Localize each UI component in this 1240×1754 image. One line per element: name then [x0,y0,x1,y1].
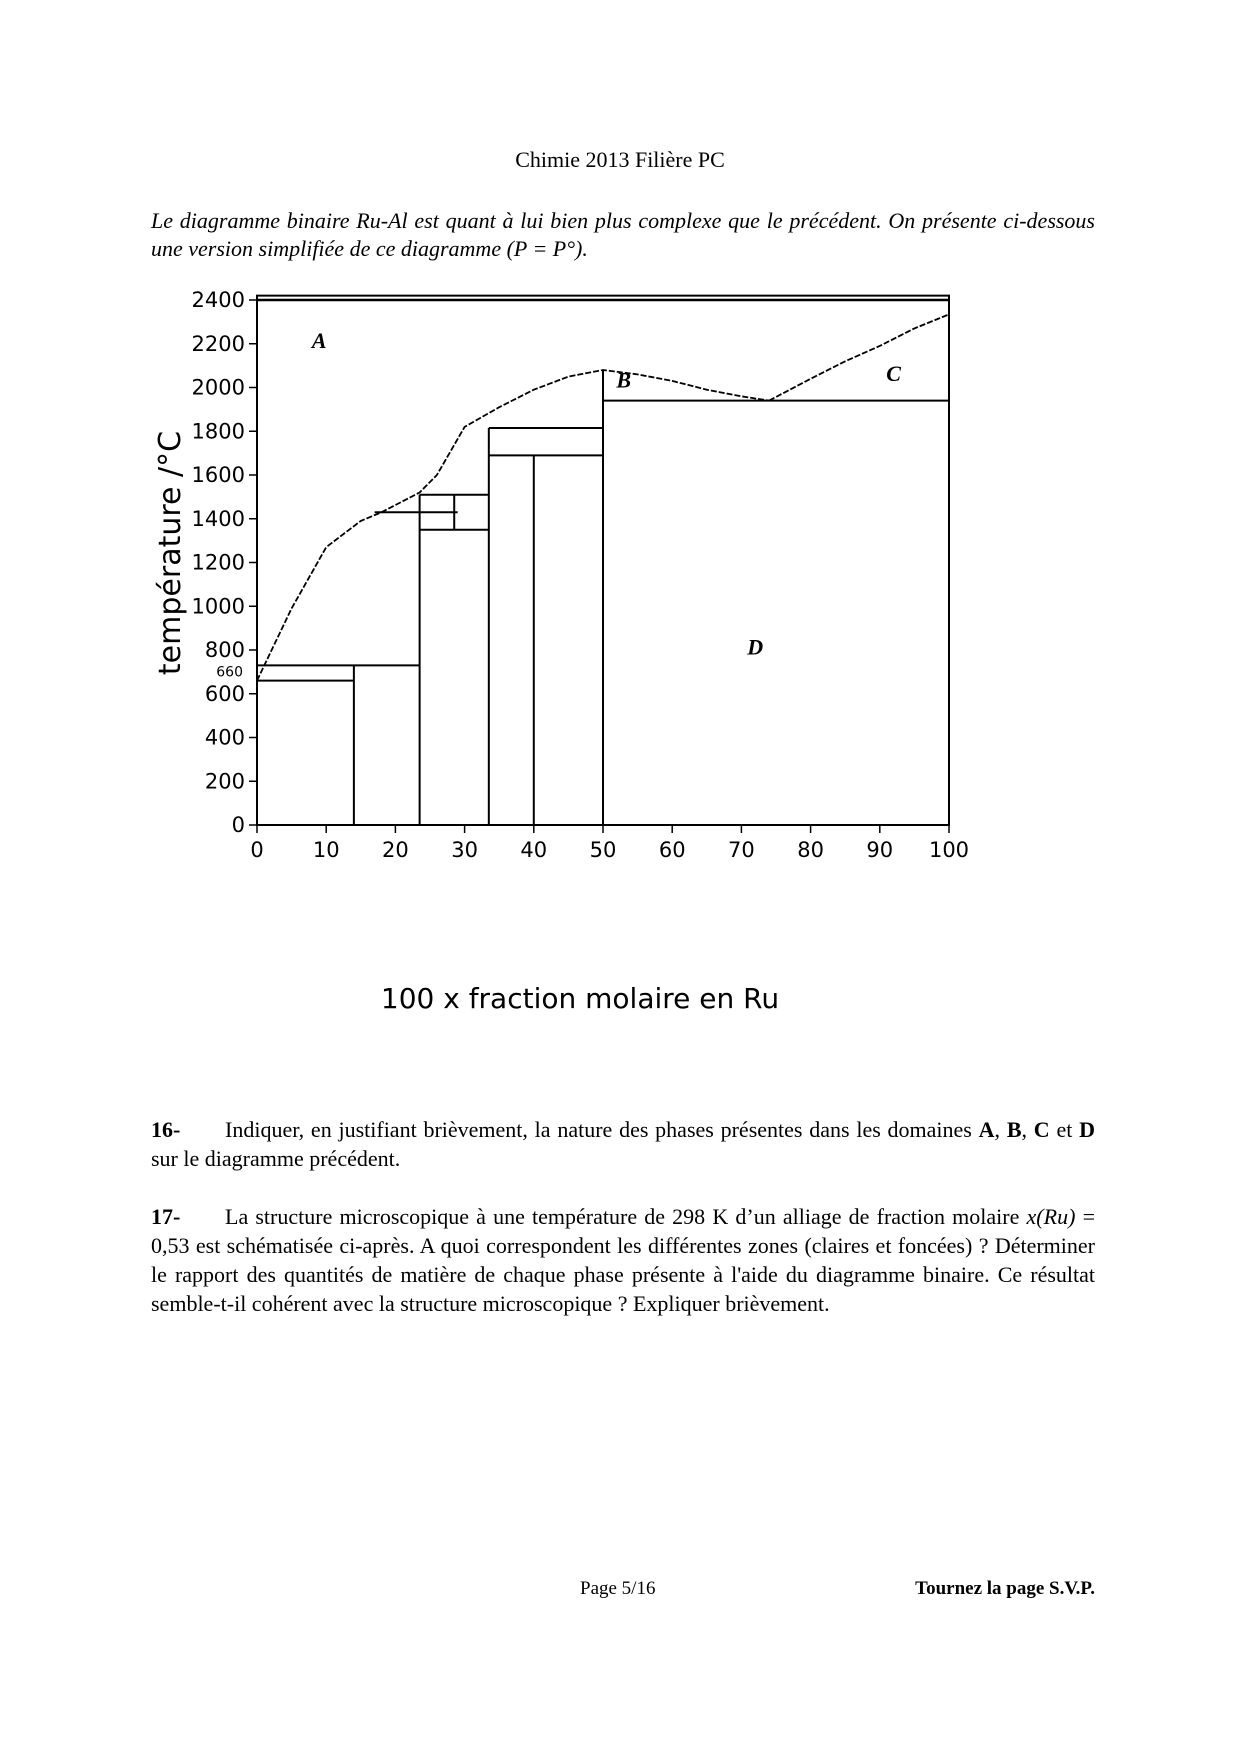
x-tick-label: 30 [451,838,478,862]
question-16-run: et [1049,1117,1080,1142]
x-axis-label: 100 x fraction molaire en Ru [380,982,780,1015]
question-17-run: La structure microscopique à une température de 298 K d’un alliage de fraction molaire [225,1204,1027,1229]
region-label-b: B [616,367,632,393]
question-16-run: A [978,1117,995,1142]
question-16-run: C [1033,1117,1050,1142]
x-tick-label: 90 [866,838,894,862]
y-tick-label: 400 [204,725,245,750]
liquidus-curve [257,367,769,681]
intro-paragraph: Le diagramme binaire Ru-Al est quant à lui bien plus complexe que le précédent. On présente ci-dessous une version simplifiée de ce diagramme (P = P°). [151,208,1095,261]
y-tick-label: 1600 [191,463,245,487]
x-tick-label: 10 [312,838,340,862]
question-16-run: Indiquer, en justifiant brièvement, la nature des phases présentes dans les domaines [225,1117,979,1142]
question-17-run: = 0,53 est schématisée ci-après. A quoi correspondent les différentes zones (claires et foncées) ? Déterminer le rapport des quantités de matière de chaque phase présente à l'aide du diagramme binaire. Ce résultat semble-t-il cohérent avec la structure microscopique ? Expliquer brièvement. [151,1204,1095,1316]
phase-diagram [140,290,1100,1030]
question-16-text [151,1117,1095,1171]
question-17-run: x(Ru) [1026,1204,1076,1229]
x-tick-label: 40 [520,838,548,862]
annotation-660: 660 [216,664,243,681]
question-16 [151,1115,1095,1173]
question-17 [151,1202,1095,1318]
question-17-number: 17- [151,1204,181,1229]
y-tick-label: 2400 [191,290,245,312]
x-tick-label: 70 [728,838,755,862]
x-tick-label: 100 [928,838,970,862]
y-axis-label: température /°C [153,430,188,676]
x-tick-label: 20 [382,838,409,862]
y-tick-label: 1000 [191,594,245,619]
y-tick-label: 0 [231,813,245,837]
region-label-c: C [886,360,901,386]
x-tick-label: 60 [658,838,686,862]
y-tick-label: 1200 [191,550,245,575]
page-number: Page 5/16 [580,1578,656,1599]
x-tick-label: 50 [589,838,617,862]
y-tick-label: 600 [204,681,245,706]
region-label-a: A [311,328,327,354]
question-16-run: , [1021,1117,1034,1142]
x-tick-label: 0 [250,838,264,862]
y-tick-label: 2200 [191,331,245,356]
page-header: Chimie 2013 Filière PC [515,147,725,172]
question-16-run: B [1006,1117,1022,1142]
liquidus-curve [769,314,949,400]
y-tick-label: 1400 [191,506,245,531]
region-label-d: D [747,634,764,660]
question-16-run: , [994,1117,1007,1142]
turn-page-note: Tournez la page S.V.P. [915,1578,1095,1599]
question-16-run: D [1079,1117,1096,1142]
y-tick-label: 200 [204,769,245,794]
y-tick-label: 1800 [191,419,245,444]
y-tick-label: 800 [204,638,245,662]
question-16-run: sur le diagramme précédent. [151,1146,401,1171]
question-17-text [151,1204,1095,1316]
phase-diagram-svg [140,290,1100,1030]
x-tick-label: 80 [797,838,824,862]
question-16-number: 16- [151,1117,181,1142]
y-tick-label: 2000 [191,375,245,400]
